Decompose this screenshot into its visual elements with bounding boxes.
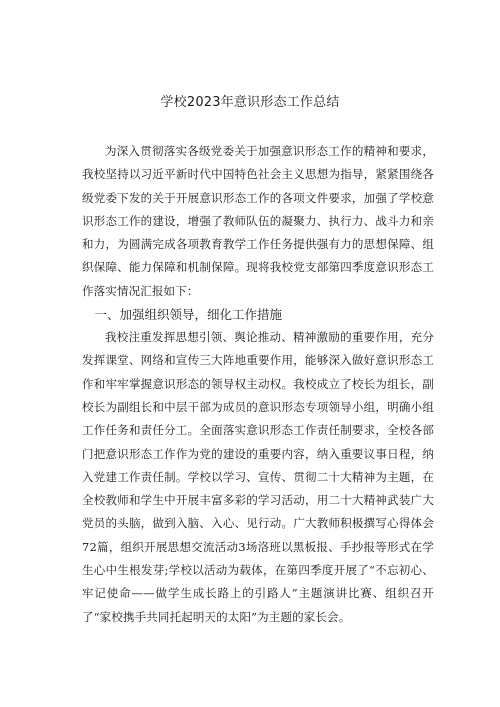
- section-heading: 一、加强组织领导，细化工作措施: [94, 307, 283, 323]
- document-title: 学校2023年意识形态工作总结: [160, 95, 340, 110]
- document-body: [82, 140, 434, 629]
- section-paragraph: 我校注重发挥思想引领、舆论推动、精神激励的重要作用，充分发挥课堂、网络和宣传三大阵地重要作用，能够深入做好意识形态工作和牢牢掌握意识形态的领导权主动权。我校成立了校长为组长，副校长为副组长和中层干部为成员的意识形态专项领导小组，明确小组工作任务和责任分工。全面落实意识形态工作责任制要求，全校各部门把意识形态工作作为党的建设的重要内容，纳入重要议事日程，纳入党建工作责任制。学校以学习、宣传、贯彻二十大精神为主题，在全校教师和学生中开展丰富多彩的学习活动，用二十大精神武装广大党员的头脑，做到入脑、入心、见行动。广大教师积极撰写心得体会72篇，组织开展思想交流活动3场洛班以黑板报、手抄报等形式在学生心中生根发芽;学校以活动为载体，在第四季度开展了“不忘初心、牢记使命——做学生成长路上的引路人”主题演讲比赛、组织召开了“家校携手共同托起明天的太阳”为主题的家长会。: [82, 330, 434, 624]
- intro-paragraph: 为深入贯彻落实各级党委关于加强意识形态工作的精神和要求，我校坚持以习近平新时代中国特色社会主义思想为指导，紧紧围绕各级党委下发的关于开展意识形态工作的各项文件要求，加强了学校意识形态工作的建设，增强了教师队伍的凝聚力、执行力、战斗力和亲和力，为圆满完成各项教育教学工作任务提供强有力的思想保障、组织保障、能力保障和机制保障。现将我校党支部第四季度意识形态工作落实情况汇报如下：: [82, 144, 434, 298]
